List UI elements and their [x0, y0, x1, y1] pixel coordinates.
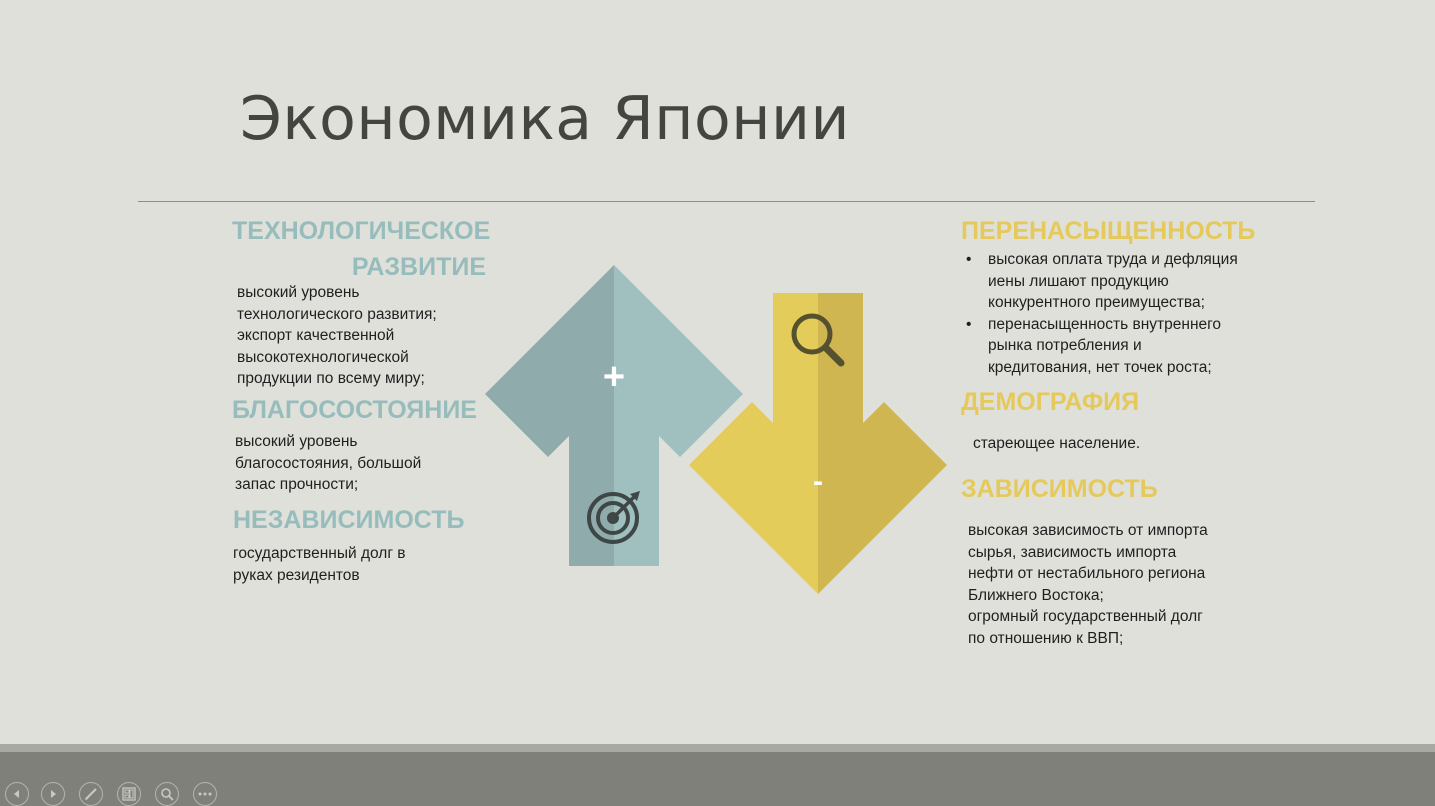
next-slide-button[interactable]: [41, 782, 65, 806]
text-line: высокая зависимость от импорта: [968, 522, 1208, 539]
more-options-button[interactable]: [193, 782, 217, 806]
text-line: экспорт качественной: [237, 327, 395, 345]
minus-symbol: -: [813, 465, 823, 498]
pen-icon: [84, 787, 98, 801]
see-all-slides-button[interactable]: [117, 782, 141, 806]
text-line: Ближнего Востока;: [968, 586, 1104, 604]
pen-tool-button[interactable]: [79, 782, 103, 806]
slides-grid-icon: [122, 787, 136, 801]
text-line: огромный государственный долг: [968, 608, 1203, 626]
bullet-item: [962, 249, 1238, 314]
text-line: • перенасыщенность внутреннего: [988, 315, 1222, 333]
text-line: государственный долг в: [233, 545, 406, 562]
text-line: по отношению к ВВП;: [968, 629, 1124, 647]
text-line: высокий уровень: [235, 433, 358, 450]
slide-title: Экономика Японии: [240, 84, 850, 154]
text-line: конкурентного преимущества;: [988, 294, 1205, 312]
text-line: продукции по всему миру;: [237, 370, 425, 388]
bullet-item: [962, 314, 1238, 379]
text-line: руках резидентов: [233, 566, 360, 584]
heading-tech-line1: ТЕХНОЛОГИЧЕСКОЕ: [232, 217, 491, 245]
heading-tech-line2: РАЗВИТИЕ: [351, 253, 486, 281]
down-arrow: [689, 293, 947, 594]
oversaturation-text: [962, 249, 1238, 379]
previous-slide-button[interactable]: [5, 782, 29, 806]
heading-independence: НЕЗАВИСИМОСТЬ: [233, 506, 465, 534]
text-line: иены лишают продукцию: [988, 272, 1169, 290]
previous-icon: [12, 789, 22, 799]
plus-symbol: +: [602, 356, 626, 398]
zoom-button[interactable]: [155, 782, 179, 806]
text-line: сырья, зависимость импорта: [968, 543, 1177, 561]
heading-wellbeing: БЛАГОСОСТОЯНИЕ: [232, 396, 477, 424]
text-line: высокий уровень: [237, 284, 360, 301]
heading-demography: ДЕМОГРАФИЯ: [961, 388, 1140, 416]
text-line: стареющее население.: [973, 435, 1141, 452]
dependence-text: [968, 520, 1208, 650]
text-line: запас прочности;: [235, 476, 359, 494]
heading-oversaturation: ПЕРЕНАСЫЩЕННОСТЬ: [961, 217, 1256, 245]
demography-text: [973, 433, 1140, 455]
text-line: кредитования, нет точек роста;: [988, 358, 1212, 376]
text-line: нефти от нестабильного региона: [968, 565, 1206, 583]
more-icon: [198, 791, 212, 797]
presentation-toolbar: [0, 744, 1435, 806]
text-line: высокотехнологической: [237, 348, 409, 366]
text-line: благосостояния, большой: [235, 454, 422, 472]
heading-dependence: ЗАВИСИМОСТЬ: [961, 475, 1158, 503]
next-icon: [48, 789, 58, 799]
zoom-icon: [160, 787, 174, 801]
text-line: • высокая оплата труда и дефляция: [988, 251, 1238, 268]
text-line: рынка потребления и: [988, 337, 1142, 355]
text-line: технологического развития;: [237, 305, 437, 323]
